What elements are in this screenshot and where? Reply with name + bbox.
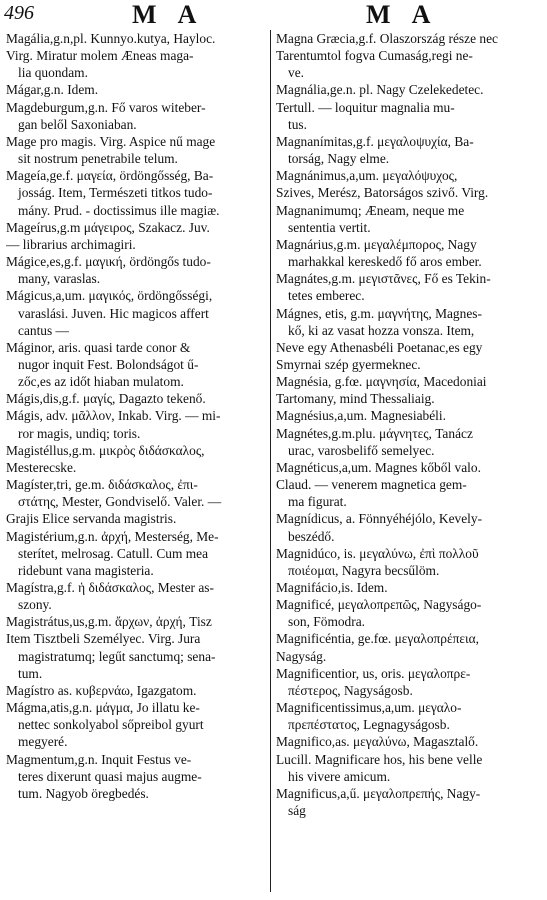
entry-line: Magnátes,g.m. μεγιστᾶνες, Fő es Tekin-: [276, 271, 491, 287]
entry-line: ve.: [288, 65, 304, 81]
column-divider: [270, 30, 271, 892]
entry-line: Magália,g.n,pl. Kunnyo.kutya, Hayloc.: [6, 31, 216, 46]
entry-line: Magistérium,g.n. ἀρχή, Mesterség, Me-: [6, 528, 219, 544]
entry-line: Claud. — venerem magnetica gem-: [276, 477, 467, 493]
page-number: 496: [4, 2, 34, 24]
entry-line: varaslási. Juven. Hic magicos affert: [18, 305, 209, 321]
entry-line: nugor inquit Fest. Bolondságot ű-: [18, 356, 199, 372]
entry-line: beszédő.: [288, 528, 335, 544]
entry-line: Mágnes, etis, g.m. μαγνήτης, Magnes-: [276, 305, 482, 321]
entry-line: Magnificus,a,ű. μεγαλοπρεπής, Nagy-: [276, 785, 481, 801]
entry-line: torság, Nagy elme.: [288, 151, 390, 167]
entry-line: Magnéticus,a,um. Magnes kőből valo.: [276, 459, 481, 475]
entry-line: mány. Prud. - doctissimus ille magiæ.: [18, 202, 220, 218]
entry-line: Mágice,es,g.f. μαγική, ördöngős tudo-: [6, 254, 211, 270]
entry-line: Magnésia, g.fœ. μαγνησία, Macedoniai: [276, 374, 487, 390]
running-head-right: M A: [366, 0, 439, 29]
entry-line: Szives, Merész, Batorságos szivő. Virg.: [276, 185, 489, 201]
entry-line: Magnália,ge.n. pl. Nagy Czelekedetec.: [276, 82, 484, 98]
entry-line: Tarentumtol fogva Cumaság,regi ne-: [276, 48, 473, 64]
running-head-left: M A: [132, 0, 205, 29]
entry-line: Mage pro magis. Virg. Aspice nű mage: [6, 133, 216, 149]
entry-line: nettec sonkolyabol sőpreibol gyurt: [18, 717, 204, 733]
entry-line: son, Fömodra.: [288, 614, 365, 630]
left-column: [6, 30, 268, 802]
entry-line: Magna Græcia,g.f. Olaszország része nec: [276, 31, 498, 46]
entry-line: sterítet, melrosag. Catull. Cum mea: [18, 545, 209, 561]
entry-line: kő, ki az vasat hozza vonsza. Item,: [288, 322, 475, 338]
entry-line: Magistrátus,us,g.m. ἄρχων, ἀρχή, Tisz: [6, 614, 212, 630]
entry-line: Máginor, aris. quasi tarde conor &: [6, 339, 191, 355]
entry-line: Magnificentissimus,a,um. μεγαλο-: [276, 700, 462, 716]
entry-line: Grajis Elice servanda magistris.: [6, 511, 177, 527]
entry-line: Item Tisztbeli Személyec. Virg. Jura: [6, 631, 201, 647]
entry-line: Smyrnai szép gyermeknec.: [276, 356, 421, 372]
entry-line: tum.: [18, 665, 43, 681]
entry-line: urac, varosbelifő semelyec.: [288, 442, 435, 458]
entry-line: Mágicus,a,um. μαγικός, ördöngősségi,: [6, 288, 213, 304]
entry-line: marhakkal kereskedő fő aros ember.: [288, 254, 482, 270]
entry-line: Magnanímitas,g.f. μεγαλοψυχία, Ba-: [276, 133, 474, 149]
entry-line: gan belől Saxoniaban.: [18, 116, 137, 132]
entry-line: sit nostrum penetrabile telum.: [18, 151, 178, 167]
entry-line: josság. Item, Természeti titkos tudo-: [18, 185, 213, 201]
entry-line: Magdeburgum,g.n. Fő varos witeber-: [6, 99, 206, 115]
entry-line: Magnificé, μεγαλοπρεπῶς, Nagyságo-: [276, 597, 482, 613]
entry-line: Magistéllus,g.m. μικρὸς διδάσκαλος,: [6, 442, 205, 458]
entry-line: Magnifácio,is. Idem.: [276, 580, 388, 595]
entry-line: tus.: [288, 116, 307, 132]
entry-line: zőc,es az időt hiaban mulatom.: [18, 374, 184, 390]
entry-line: Virg. Miratur molem Æneas maga-: [6, 48, 194, 64]
entry-line: ridebunt vana magisteria.: [18, 562, 154, 578]
entry-line: Neve egy Athenasbéli Poetanac,es egy: [276, 339, 483, 355]
entry-line: Mágma,atis,g.n. μάγμα, Jo illatu ke-: [6, 700, 200, 716]
entry-line: Magnidúco, is. μεγαλύνω, ἐπὶ πολλοῦ: [276, 545, 479, 561]
entry-line: many, varaslas.: [18, 271, 101, 287]
entry-line: szony.: [18, 597, 52, 613]
entry-line: Tertull. — loquitur magnalia mu-: [276, 99, 455, 115]
entry-line: Magmentum,g.n. Inquit Festus ve-: [6, 751, 192, 767]
entry-line: Magnétes,g.m.plu. μάγνητες, Tanácz: [276, 425, 473, 441]
entry-line: ma figurat.: [288, 494, 347, 510]
entry-line: Nagyság.: [276, 648, 327, 664]
entry-line: Tartomany, mind Thessaliaig.: [276, 391, 435, 407]
entry-line: his vivere amicum.: [288, 768, 391, 784]
entry-line: sententia vertit.: [288, 219, 371, 235]
entry-line: Magnificéntia, ge.fœ. μεγαλοπρέπεια,: [276, 631, 479, 647]
entry-line: Mesterecske.: [6, 459, 77, 475]
entry-line: Mágis, adv. μᾶλλον, Inkab. Virg. — mi-: [6, 408, 221, 424]
entry-line: Magnárius,g.m. μεγαλέμπορος, Nagy: [276, 236, 477, 252]
entry-line: ποιέομαι, Nagyra becsűlöm.: [288, 562, 440, 578]
entry-line: teres dixerunt quasi majus augme-: [18, 768, 202, 784]
entry-line: cantus —: [18, 322, 69, 338]
entry-line: πρεπέστατος, Legnagyságosb.: [288, 717, 450, 733]
entry-line: Magnánimus,a,um. μεγαλόψυχος,: [276, 168, 458, 184]
entry-line: tum. Nagyob öregbedés.: [18, 785, 149, 801]
right-column: [276, 30, 542, 819]
entry-line: Magíster,tri, ge.m. διδάσκαλος, ἐπι-: [6, 477, 198, 493]
entry-line: megyeré.: [18, 734, 68, 750]
entry-line: Magístra,g.f. ἡ διδάσκαλος, Mester as-: [6, 580, 214, 595]
page-header: [0, 0, 547, 30]
entry-line: Magnídicus, a. Fönnyéhéjólo, Kevely-: [276, 511, 483, 527]
entry-line: Lucill. Magnificare hos, his bene velle: [276, 751, 483, 767]
entry-line: magistratumq; legűt sanctumq; sena-: [18, 648, 216, 664]
entry-line: Magnésius,a,um. Magnesiabéli.: [276, 408, 446, 424]
entry-line: Magístro as. κυβερνάω, Igazgatom.: [6, 682, 197, 698]
entry-line: ság: [288, 803, 306, 819]
entry-line: Magnanimumq; Æneam, neque me: [276, 202, 465, 218]
entry-line: Magnificentior, us, oris. μεγαλοπρε-: [276, 665, 471, 681]
entry-line: Mageírus,g.m μάγειρος, Szakacz. Juv.: [6, 219, 210, 235]
entry-line: tetes emberec.: [288, 288, 365, 304]
entry-line: Mageía,ge.f. μαγεία, ördöngősség, Ba-: [6, 168, 214, 184]
entry-line: πέστερος, Nagyságosb.: [288, 682, 413, 698]
entry-line: Mágar,g.n. Idem.: [6, 82, 99, 98]
entry-line: Magnifico,as. μεγαλύνω, Magasztalő.: [276, 734, 479, 750]
entry-line: lia quondam.: [18, 65, 88, 81]
entry-line: — librarius archimagiri.: [6, 236, 136, 252]
entry-line: Mágis,dis,g.f. μαγίς, Dagazto tekenő.: [6, 391, 206, 407]
entry-line: ror magis, undiq; toris.: [18, 425, 141, 441]
entry-line: στάτης, Mester, Gondviselő. Valer. —: [18, 494, 222, 510]
